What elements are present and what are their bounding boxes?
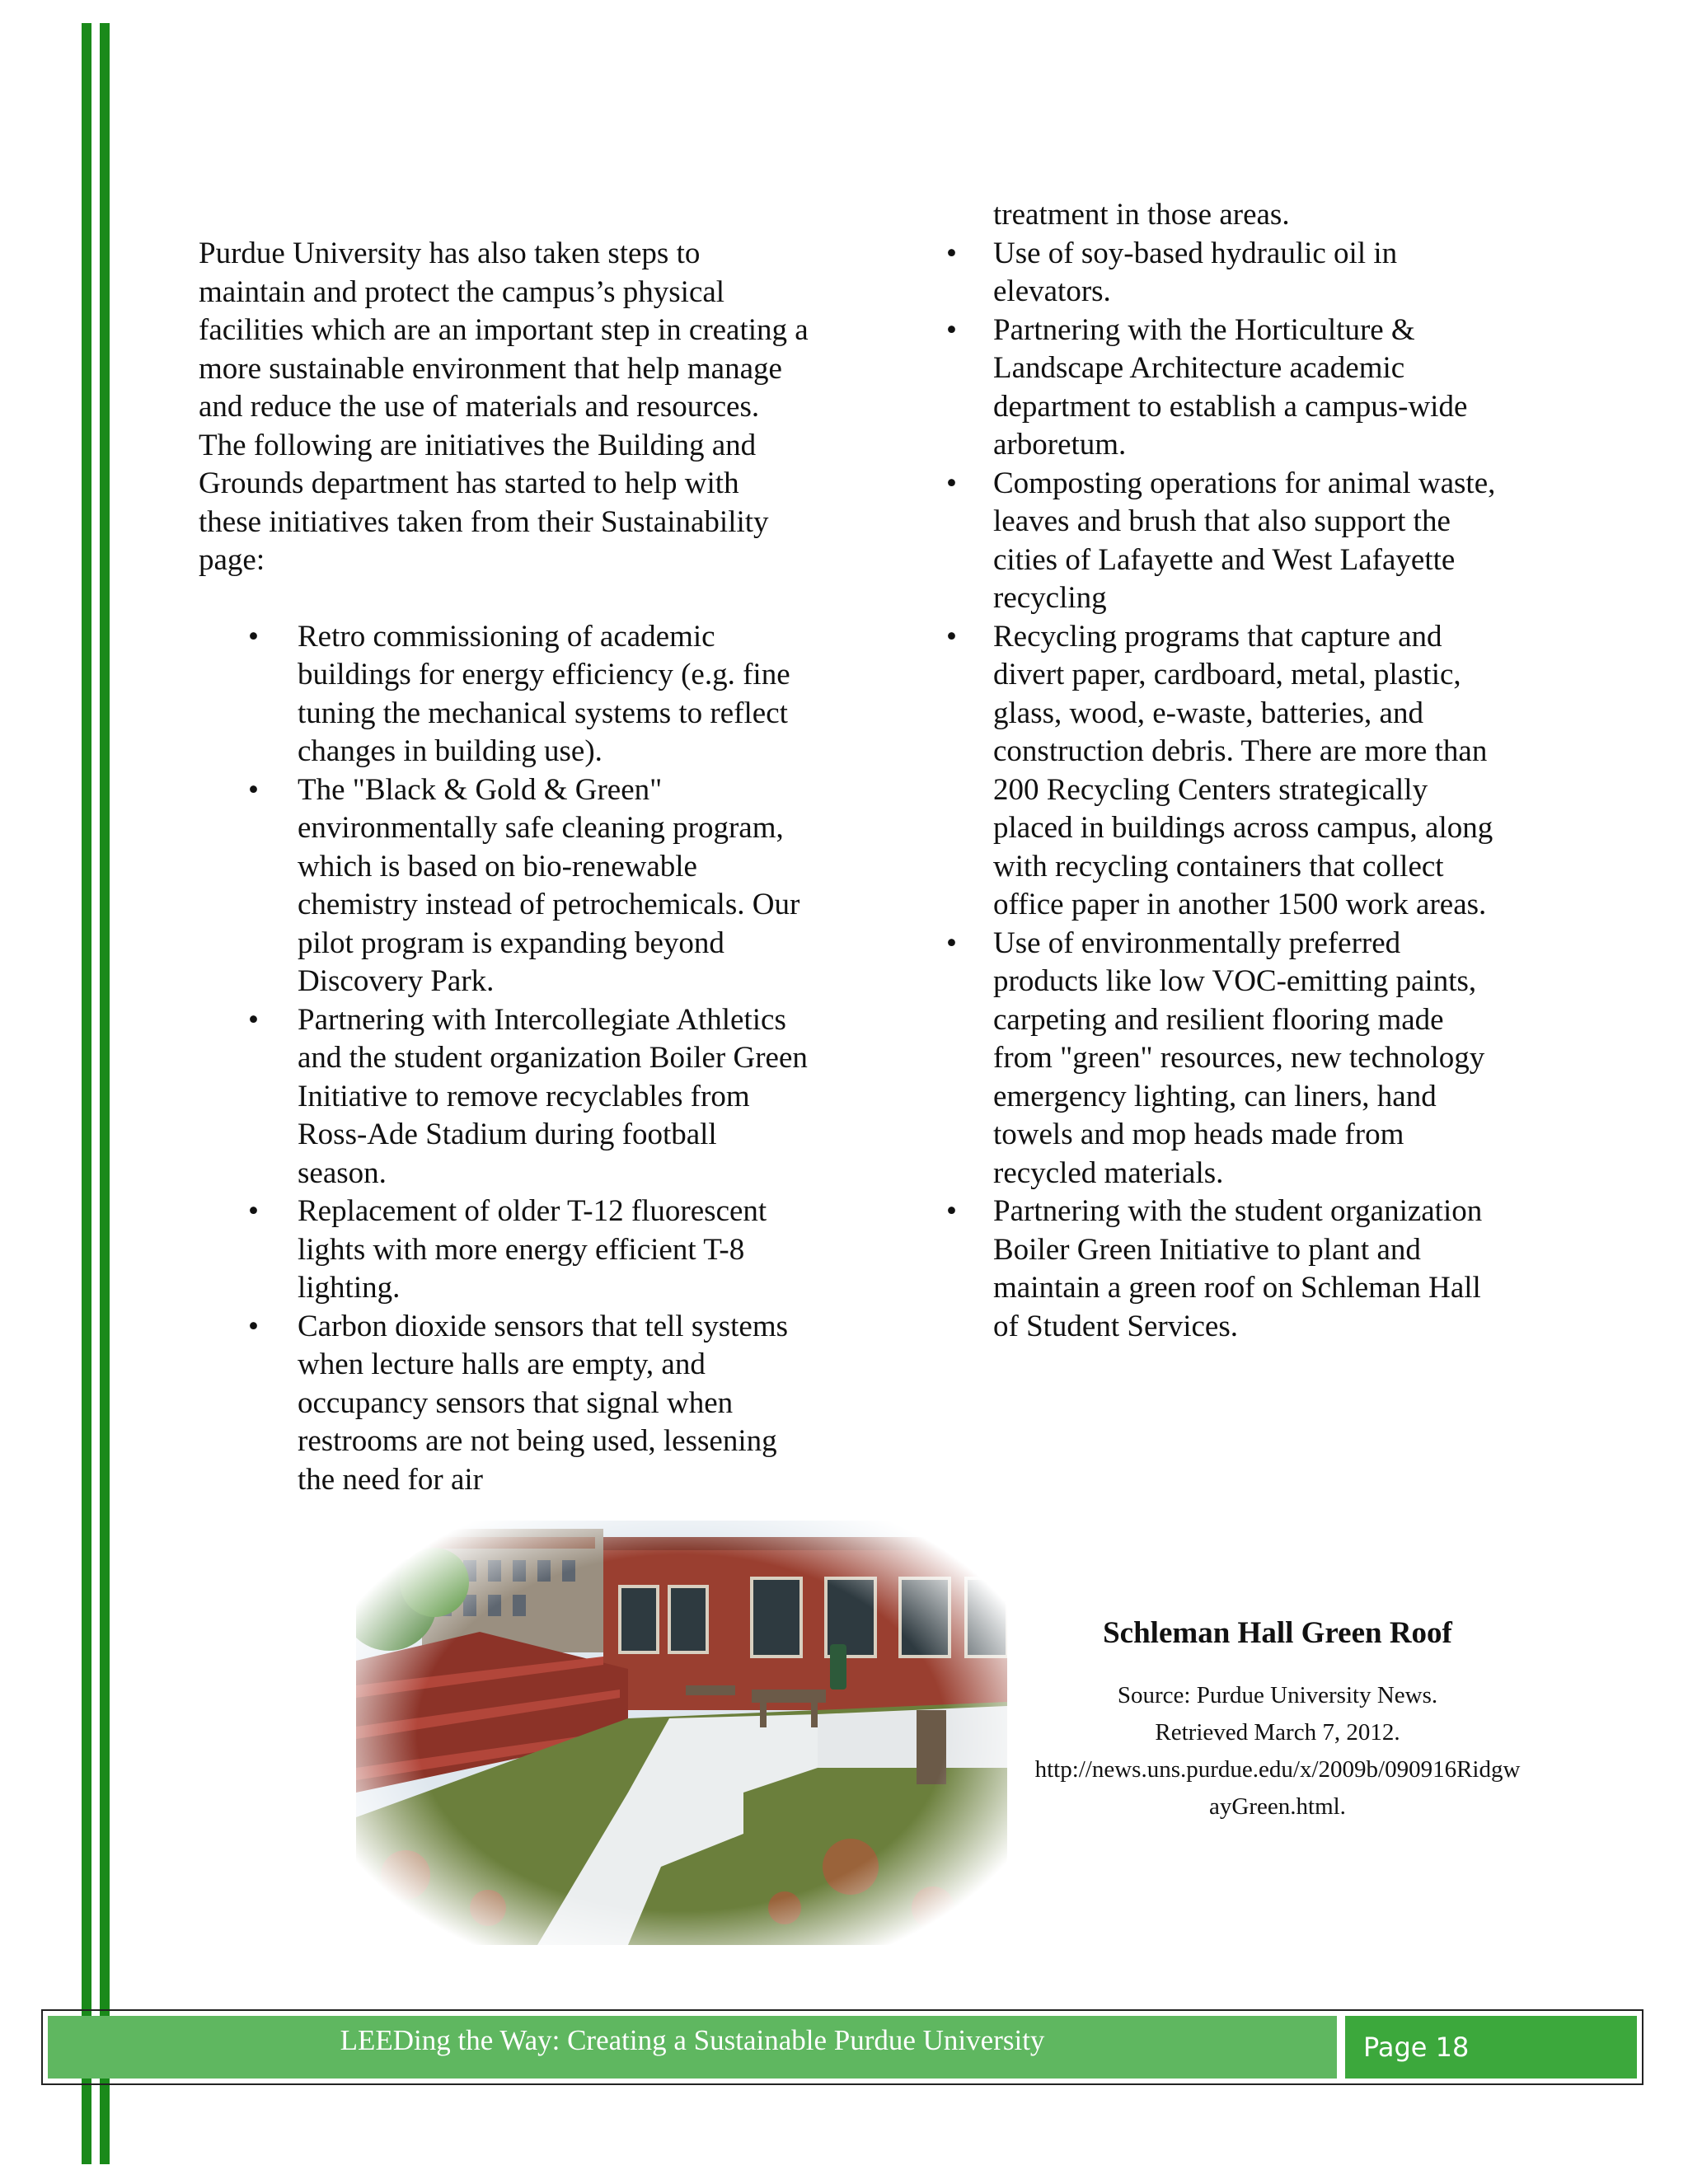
- list-item: • Composting operations for animal waste, leaves and brush that also support the cities of Lafayette and West Lafayette recycling: [993, 465, 1507, 618]
- caption-source-line: Retrieved March 7, 2012.: [1155, 1719, 1400, 1746]
- list-item: • Partnering with Intercollegiate Athletics and the student organization Boiler Green Initiative to remove recyclables from Ross-Ade Stadium during football season.: [298, 1001, 809, 1193]
- list-item: • The "Black & Gold & Green" environmentally safe cleaning program, which is based on bio-renewable chemistry instead of petrochemicals. Our pilot program is expanding beyond Discovery Park.: [298, 771, 809, 1001]
- photo-caption: [1030, 1615, 1525, 1825]
- list-item: • Partnering with the Horticulture & Landscape Architecture academic department to establish a campus-wide arboretum.: [993, 312, 1507, 465]
- green-roof-photo: [356, 1521, 1007, 1945]
- page-number: Page 18: [1345, 2016, 1637, 2079]
- footer-title: LEEDing the Way: Creating a Sustainable Purdue University: [340, 2024, 1045, 2056]
- list-item: • Carbon dioxide sensors that tell systems when lecture halls are empty, and occupancy sensors that signal when restrooms are not being used, lessening the need for air: [298, 1308, 809, 1500]
- list-item: • Use of environmentally preferred products like low VOC-emitting paints, carpeting and resilient flooring made from "green" resources, new technology emergency lighting, can liners, hand towels and mop heads made from recycled materials.: [993, 925, 1507, 1193]
- intro-paragraph: Purdue University has also taken steps to maintain and protect the campus’s physical facilities which are an important step in creating a more sustainable environment that help manage and reduce the use of materials and resources. The following are initiatives the Building and Grounds department has started to help with these initiatives taken from their Sustainability page:: [199, 237, 809, 577]
- left-column: [199, 235, 809, 1499]
- list-item: • Recycling programs that capture and divert paper, cardboard, metal, plastic, glass, wood, e-waste, batteries, and construction debris. There are more than 200 Recycling Centers strategically placed in buildings across campus, along with recycling containers that collect office paper in another 1500 work areas.: [993, 618, 1507, 925]
- right-column: [946, 196, 1507, 1346]
- list-item: • Use of soy-based hydraulic oil in elevators.: [993, 235, 1507, 312]
- list-item: • Partnering with the student organization Boiler Green Initiative to plant and maintain a green roof on Schleman Hall of Student Services.: [993, 1193, 1507, 1346]
- left-border-stripe-outer: [82, 23, 91, 2164]
- left-border-stripe-inner: [100, 23, 110, 2164]
- caption-source-line: Source: Purdue University News.: [1117, 1682, 1438, 1708]
- left-bullet-list: [199, 618, 809, 1500]
- list-item: • Retro commissioning of academic buildings for energy efficiency (e.g. fine tuning the mechanical systems to reflect changes in building use).: [298, 618, 809, 771]
- caption-source-url: http://news.uns.purdue.edu/x/2009b/090916RidgwayGreen.html.: [1034, 1756, 1521, 1820]
- caption-title: Schleman Hall Green Roof: [1103, 1616, 1452, 1650]
- list-item-continuation: treatment in those areas.: [993, 198, 1290, 232]
- caption-source: [1030, 1677, 1525, 1825]
- right-bullet-list: [946, 235, 1507, 1347]
- list-item: • Replacement of older T-12 fluorescent lights with more energy efficient T-8 lighting.: [298, 1193, 809, 1308]
